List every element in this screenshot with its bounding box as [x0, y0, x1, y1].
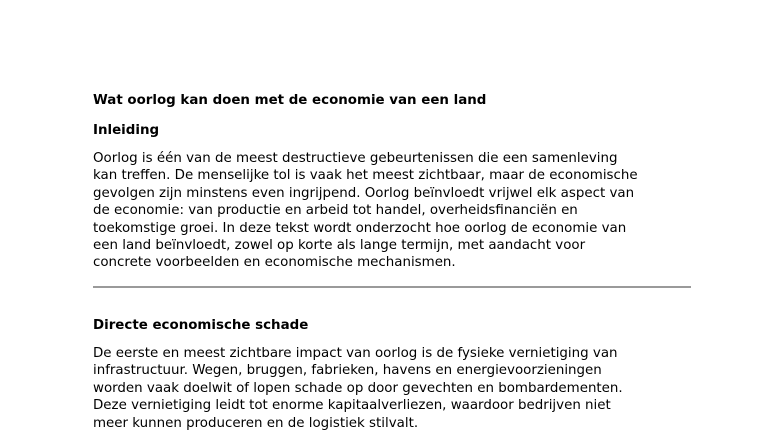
section-heading-directe-schade: Directe economische schade [93, 318, 309, 333]
paragraph-line: de economie: van productie en arbeid tot handel, overheidsfinanciën en [93, 203, 578, 219]
paragraph-line: De eerste en meest zichtbare impact van oorlog is de fysieke vernietiging van [93, 346, 618, 361]
document-title: Wat oorlog kan doen met de economie van een land [93, 93, 487, 108]
paragraph-line: infrastructuur. Wegen, bruggen, fabrieken, havens en energievoorzieningen [93, 363, 602, 379]
paragraph-line: Oorlog is één van de meest destructieve gebeurtenissen die een samenleving [93, 151, 618, 166]
paragraph-line: concrete voorbeelden en economische mechanismen. [93, 255, 456, 271]
paragraph-line: worden vaak doelwit of lopen schade op door gevechten en bombardementen. [93, 380, 623, 396]
document-page [93, 92, 693, 431]
paragraph-line: een land beïnvloedt, zowel op korte als lange termijn, met aandacht voor [93, 238, 586, 254]
damage-paragraph [93, 345, 693, 432]
paragraph-line: Deze vernietiging leidt tot enorme kapitaalverliezen, waardoor bedrijven niet [93, 398, 611, 414]
paragraph-line: gevolgen zijn minstens even ingrijpend. Oorlog beïnvloedt vrijwel elk aspect van [93, 185, 635, 201]
paragraph-line: toekomstige groei. In deze tekst wordt onderzocht hoe oorlog de economie van [93, 220, 627, 236]
paragraph-line: kan treffen. De menselijke tol is vaak het meest zichtbaar, maar de economische [93, 168, 638, 184]
paragraph-line: meer kunnen produceren en de logistiek stilvalt. [93, 415, 419, 431]
intro-paragraph [93, 150, 693, 272]
section-divider [93, 286, 691, 288]
section-heading-inleiding: Inleiding [93, 123, 160, 138]
